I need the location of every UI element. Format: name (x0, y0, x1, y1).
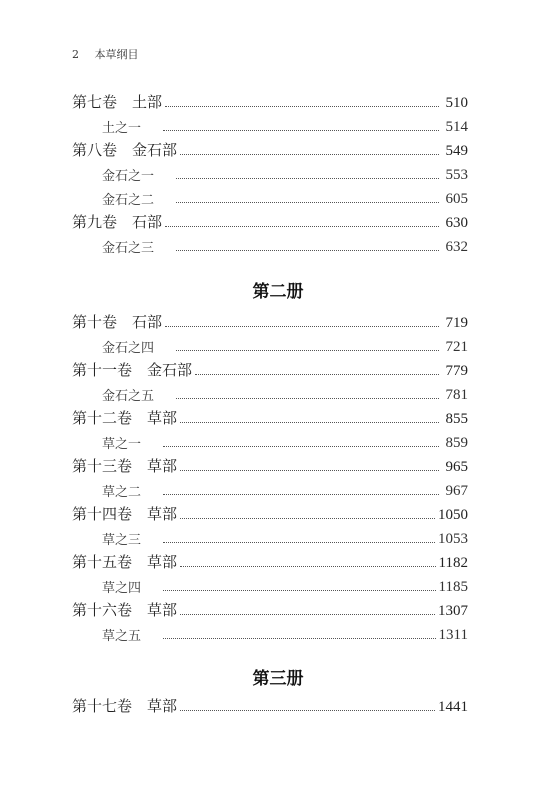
toc-entry-page: 855 (445, 411, 468, 427)
toc-entry-label: 第十二卷 草部 (72, 409, 178, 427)
toc-subentry-page: 781 (445, 387, 468, 403)
toc-subentry[interactable] (72, 430, 468, 452)
toc-entry[interactable] (72, 598, 468, 620)
dot-leader (163, 494, 439, 495)
toc-subentry-label: 草之二 (102, 485, 142, 500)
toc-entry[interactable] (72, 406, 468, 428)
toc-subentry-label: 金石之一 (102, 169, 155, 184)
toc-entry-label: 第十五卷 草部 (72, 553, 178, 571)
dot-leader (180, 518, 435, 519)
running-header (72, 46, 139, 62)
dot-leader (165, 226, 439, 227)
toc-entry-label: 第十七卷 草部 (72, 697, 178, 715)
toc-entry-page: 510 (445, 95, 468, 111)
toc-subentry-label: 草之一 (102, 437, 142, 452)
dot-leader (165, 106, 439, 107)
toc-entry-page: 719 (445, 315, 468, 331)
toc-entry-page: 549 (445, 143, 468, 159)
toc-entry-page: 1182 (438, 555, 468, 571)
toc-subentry[interactable] (72, 234, 468, 256)
dot-leader (163, 590, 436, 591)
toc-subentry-page: 514 (445, 119, 468, 135)
toc-entry-page: 1307 (438, 603, 468, 619)
toc-entry[interactable] (72, 358, 468, 380)
dot-leader (195, 374, 439, 375)
toc-subentry-label: 金石之五 (102, 389, 155, 404)
toc-entry[interactable] (72, 310, 468, 332)
toc-subentry-page: 1311 (438, 627, 468, 643)
toc-subentry-page: 553 (445, 167, 468, 183)
dot-leader (180, 710, 435, 711)
toc-subentry-label: 草之五 (102, 629, 142, 644)
toc-subentry-page: 859 (445, 435, 468, 451)
dot-leader (176, 178, 439, 179)
dot-leader (180, 566, 436, 567)
toc-subentry[interactable] (72, 334, 468, 356)
dot-leader (180, 154, 439, 155)
toc-entry-label: 第八卷 金石部 (72, 141, 178, 159)
toc-subentry[interactable] (72, 526, 468, 548)
dot-leader (163, 638, 436, 639)
toc-entry[interactable] (72, 138, 468, 160)
toc-entry-label: 第十六卷 草部 (72, 601, 178, 619)
book-title: 本草纲目 (94, 48, 139, 61)
volume-heading: 第二册 (252, 282, 304, 302)
toc-subentry-page: 605 (445, 191, 468, 207)
toc-entry-label: 第十一卷 金石部 (72, 361, 193, 379)
volume-heading: 第三册 (252, 669, 304, 689)
toc-subentry[interactable] (72, 622, 468, 644)
toc-subentry-page: 721 (445, 339, 468, 355)
toc-entry-page: 1441 (438, 699, 468, 715)
toc-subentry-label: 草之三 (102, 533, 142, 548)
dot-leader (180, 422, 439, 423)
toc-subentry-label: 金石之四 (102, 341, 155, 356)
toc-subentry[interactable] (72, 162, 468, 184)
toc-subentry-page: 1185 (438, 579, 468, 595)
toc-subentry-label: 金石之二 (102, 193, 155, 208)
dot-leader (165, 326, 439, 327)
toc-subentry[interactable] (72, 382, 468, 404)
dot-leader (176, 398, 439, 399)
dot-leader (180, 614, 435, 615)
toc-subentry[interactable] (72, 114, 468, 136)
toc-entry[interactable] (72, 502, 468, 524)
toc-entry[interactable] (72, 694, 468, 716)
toc-subentry-page: 1053 (438, 531, 468, 547)
toc-subentry[interactable] (72, 186, 468, 208)
toc-entry-label: 第七卷 土部 (72, 93, 163, 111)
toc-entry-label: 第十三卷 草部 (72, 457, 178, 475)
dot-leader (176, 202, 439, 203)
dot-leader (180, 470, 439, 471)
toc-subentry-page: 632 (445, 239, 468, 255)
toc-subentry-label: 草之四 (102, 581, 142, 596)
toc-subentry-label: 金石之三 (102, 241, 155, 256)
toc-entry-page: 965 (445, 459, 468, 475)
toc-entry[interactable] (72, 454, 468, 476)
toc-entry-label: 第九卷 石部 (72, 213, 163, 231)
dot-leader (176, 350, 439, 351)
toc-subentry[interactable] (72, 478, 468, 500)
dot-leader (163, 542, 435, 543)
toc-entry-page: 779 (445, 363, 468, 379)
dot-leader (163, 446, 439, 447)
toc-subentry-page: 967 (445, 483, 468, 499)
toc-entry[interactable] (72, 210, 468, 232)
toc-entry-page: 630 (445, 215, 468, 231)
toc-entry[interactable] (72, 90, 468, 112)
dot-leader (176, 250, 439, 251)
toc-entry-page: 1050 (438, 507, 468, 523)
toc-entry-label: 第十四卷 草部 (72, 505, 178, 523)
page-number: 2 (72, 48, 79, 61)
toc-entry-label: 第十卷 石部 (72, 313, 163, 331)
toc-subentry-label: 土之一 (102, 121, 142, 136)
toc-entry[interactable] (72, 550, 468, 572)
toc-subentry[interactable] (72, 574, 468, 596)
dot-leader (163, 130, 439, 131)
